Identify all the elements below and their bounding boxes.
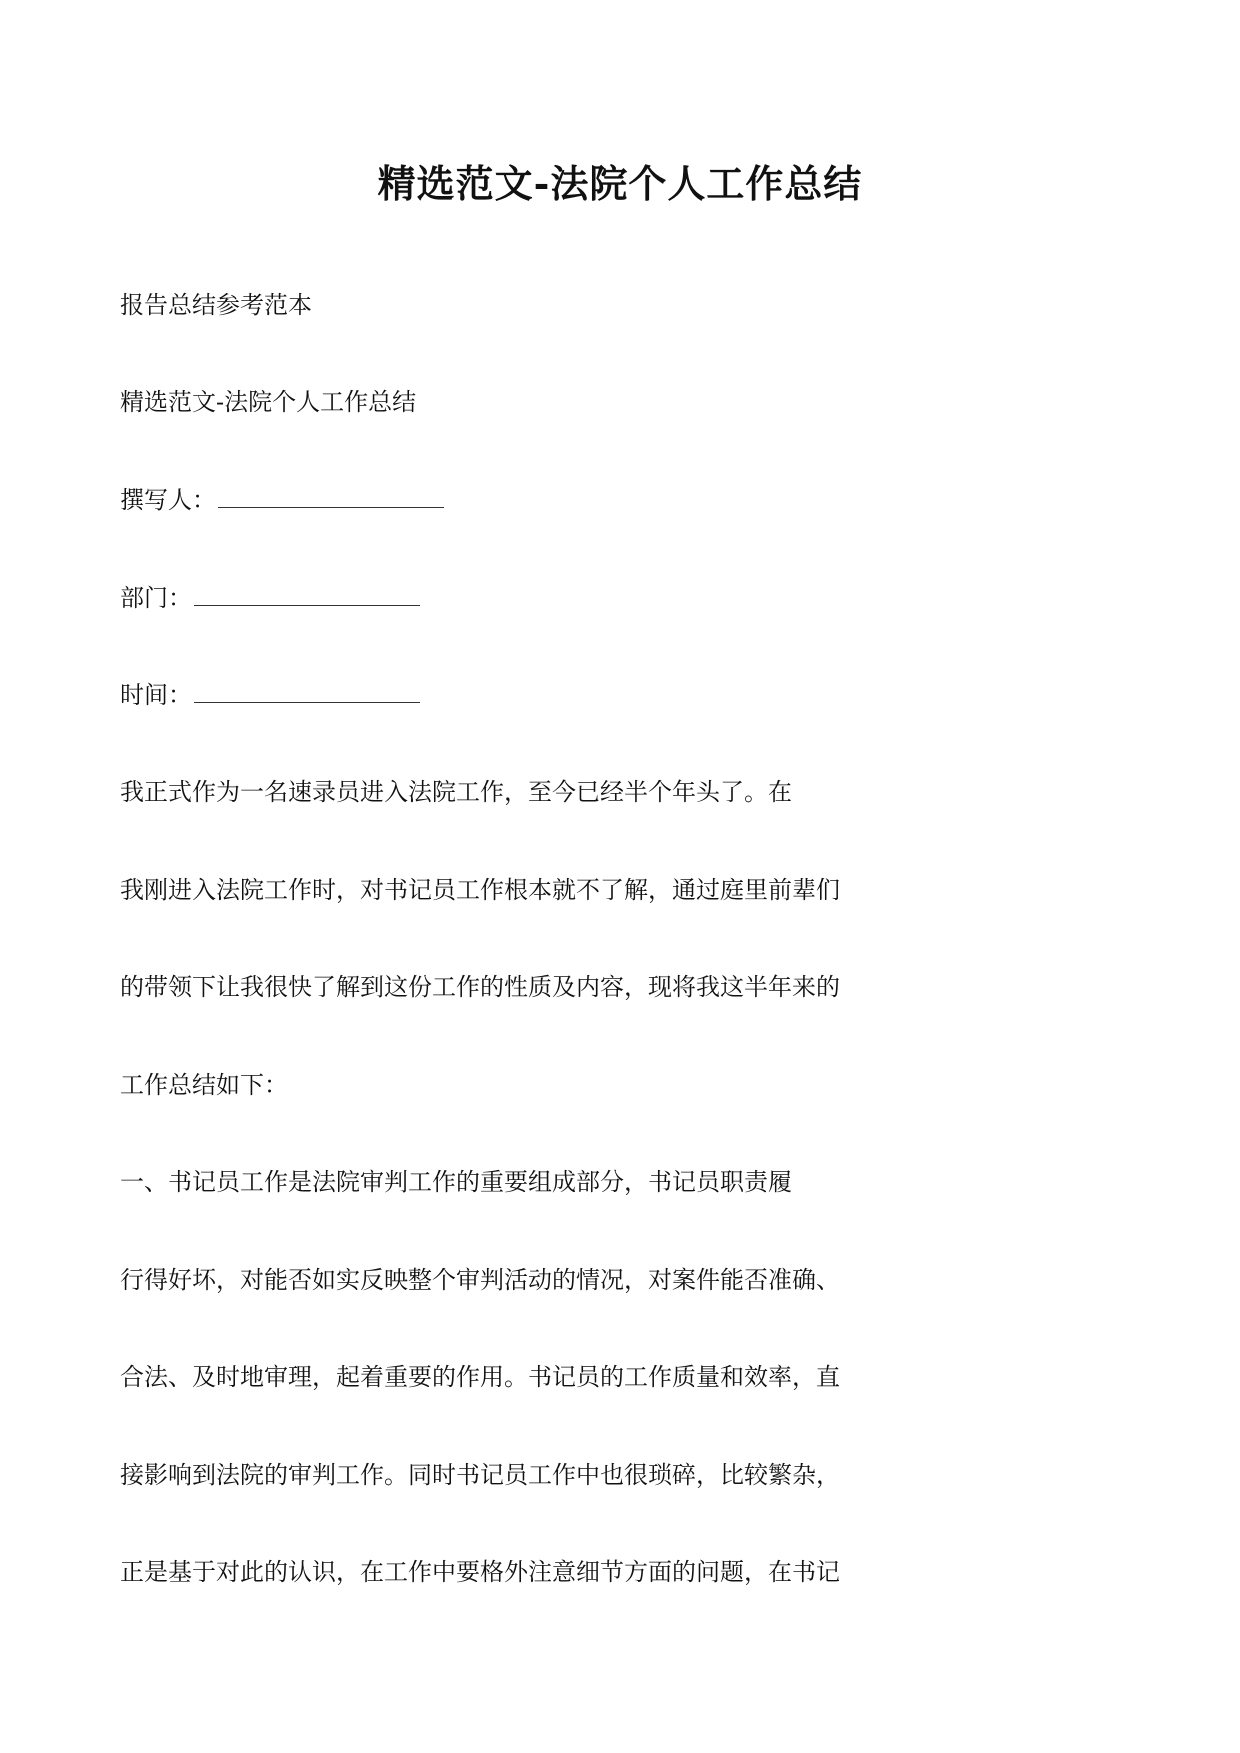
body-line: 合法、及时地审理，起着重要的作用。书记员的工作质量和效率，直 — [120, 1363, 840, 1391]
time-blank-line — [194, 680, 420, 703]
body-line: 行得好坏，对能否如实反映整个审判活动的情况，对案件能否准确、 — [120, 1266, 840, 1294]
body-line: 我刚进入法院工作时，对书记员工作根本就不了解，通过庭里前辈们 — [120, 876, 840, 904]
author-blank-line — [218, 485, 444, 508]
body-line: 一、书记员工作是法院审判工作的重要组成部分，书记员职责履 — [120, 1168, 792, 1196]
department-blank-line — [194, 583, 420, 606]
document-subtitle: 报告总结参考范本 — [120, 291, 312, 319]
author-field — [120, 484, 444, 516]
body-line: 接影响到法院的审判工作。同时书记员工作中也很琐碎，比较繁杂， — [120, 1461, 840, 1489]
author-label: 撰写人： — [120, 486, 216, 514]
document-name: 精选范文-法院个人工作总结 — [120, 388, 417, 416]
department-field — [120, 582, 420, 614]
time-field — [120, 679, 420, 711]
body-line: 我正式作为一名速录员进入法院工作，至今已经半个年头了。在 — [120, 778, 792, 806]
body-line: 正是基于对此的认识，在工作中要格外注意细节方面的问题，在书记 — [120, 1558, 840, 1586]
body-line: 的带领下让我很快了解到这份工作的性质及内容，现将我这半年来的 — [120, 973, 840, 1001]
department-label: 部门： — [120, 584, 192, 612]
page-title: 精选范文-法院个人工作总结 — [377, 161, 863, 206]
time-label: 时间： — [120, 681, 192, 709]
body-line: 工作总结如下： — [120, 1071, 288, 1099]
